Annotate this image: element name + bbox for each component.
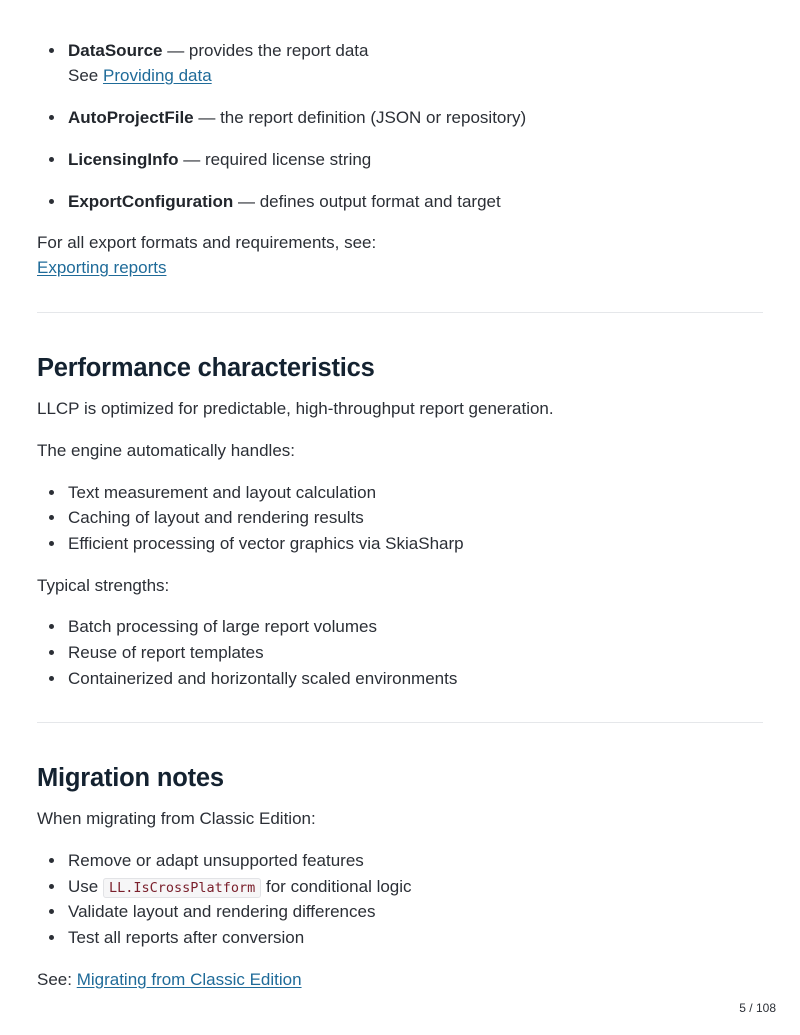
list-item-use-code bbox=[68, 874, 412, 901]
see-prefix: See bbox=[68, 66, 103, 85]
desc-licensinginfo: — required license string bbox=[178, 150, 372, 169]
list-item-datasource bbox=[68, 38, 369, 63]
list-item: Containerized and horizontally scaled environments bbox=[68, 666, 457, 691]
migrating-classic-link[interactable]: Migrating from Classic Edition bbox=[76, 970, 302, 989]
handles-label: The engine automatically handles: bbox=[37, 441, 295, 460]
list-item: Remove or adapt unsupported features bbox=[68, 848, 364, 873]
migration-heading: Migration notes bbox=[37, 764, 224, 792]
section-divider bbox=[37, 722, 763, 723]
list-item-autoprojectfile bbox=[68, 105, 526, 130]
term-exportconfiguration: ExportConfiguration bbox=[68, 192, 234, 211]
desc-autoprojectfile: — the report definition (JSON or repository) bbox=[193, 108, 527, 127]
list-item: Efficient processing of vector graphics via SkiaSharp bbox=[68, 531, 464, 556]
list-item: Batch processing of large report volumes bbox=[68, 614, 377, 639]
use-suffix: for conditional logic bbox=[261, 877, 412, 896]
see-providing-data bbox=[68, 63, 212, 88]
list-item-exportconfiguration bbox=[68, 189, 501, 214]
see-prefix: See: bbox=[37, 970, 77, 989]
strengths-label: Typical strengths: bbox=[37, 576, 170, 595]
migration-see-line bbox=[37, 967, 302, 992]
inline-code: LL.IsCrossPlatform bbox=[103, 878, 261, 898]
list-item: Caching of layout and rendering results bbox=[68, 505, 364, 530]
term-autoprojectfile: AutoProjectFile bbox=[68, 108, 194, 127]
exporting-reports-link[interactable]: Exporting reports bbox=[37, 258, 167, 277]
export-note-text: For all export formats and requirements, see: bbox=[37, 233, 377, 252]
list-item: Validate layout and rendering differences bbox=[68, 899, 375, 924]
list-item: Test all reports after conversion bbox=[68, 925, 304, 950]
performance-heading: Performance characteristics bbox=[37, 354, 375, 382]
section-divider bbox=[37, 312, 763, 313]
migration-intro: When migrating from Classic Edition: bbox=[37, 809, 316, 828]
performance-intro: LLCP is optimized for predictable, high-throughput report generation. bbox=[37, 399, 554, 418]
term-datasource: DataSource bbox=[68, 41, 163, 60]
export-note-link-line bbox=[37, 255, 166, 280]
use-prefix: Use bbox=[68, 877, 103, 896]
list-item: Reuse of report templates bbox=[68, 640, 264, 665]
page-number: 5 / 108 bbox=[739, 1001, 776, 1015]
desc-exportconfiguration: — defines output format and target bbox=[233, 192, 501, 211]
desc-datasource: — provides the report data bbox=[162, 41, 369, 60]
providing-data-link[interactable]: Providing data bbox=[102, 66, 212, 85]
list-item-licensinginfo bbox=[68, 147, 371, 172]
term-licensinginfo: LicensingInfo bbox=[68, 150, 179, 169]
list-item: Text measurement and layout calculation bbox=[68, 480, 376, 505]
